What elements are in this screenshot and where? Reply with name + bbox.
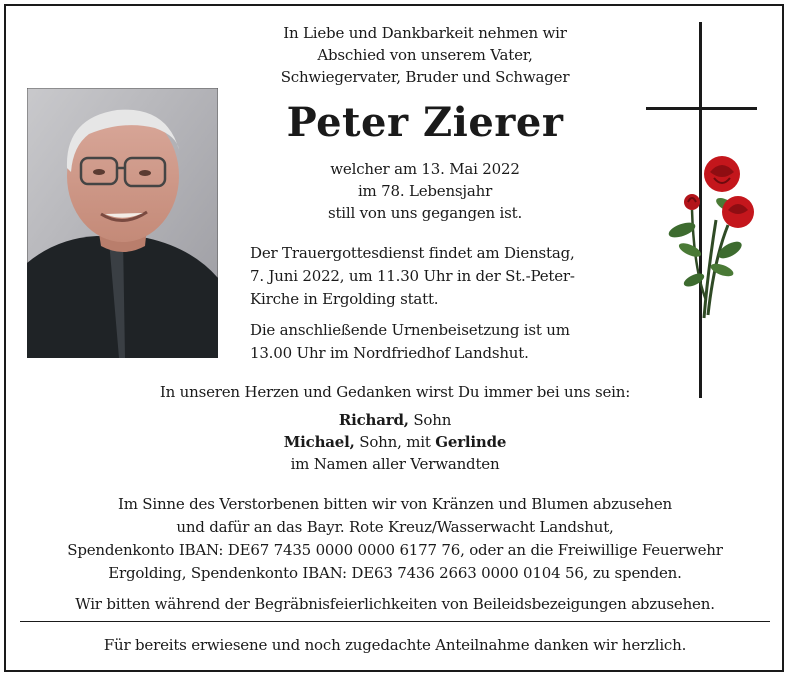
thanks-line: Für bereits erwiesene und noch zugedachte Anteilnahme danken wir herzlich. bbox=[103, 636, 687, 654]
mourner-relatives: im Namen aller Verwandten bbox=[290, 455, 500, 473]
mourner-name: Gerlinde bbox=[435, 433, 507, 451]
mourner-name: Richard, bbox=[338, 411, 409, 429]
cross-icon-bar bbox=[646, 107, 757, 110]
burial-line: Die anschließende Urnenbeisetzung ist um bbox=[250, 321, 570, 339]
portrait-photo bbox=[27, 88, 218, 358]
service-line: Der Trauergottesdienst findet am Dienstag, bbox=[250, 244, 575, 262]
condolence-note: Wir bitten während der Begräbnisfeierlichkeiten von Beileidsbezeigungen abzusehen. bbox=[75, 595, 715, 613]
service-line: Kirche in Ergolding statt. bbox=[250, 290, 439, 308]
mourner-richard bbox=[0, 409, 790, 431]
donation-line: und dafür an das Bayr. Rote Kreuz/Wasserwacht Landshut, bbox=[176, 518, 614, 536]
death-line: still von uns gegangen ist. bbox=[327, 204, 523, 222]
mourner-name: Michael, bbox=[283, 433, 355, 451]
divider bbox=[20, 621, 770, 622]
death-line: im 78. Lebensjahr bbox=[357, 182, 493, 200]
donation-line: Ergolding, Spendenkonto IBAN: DE63 7436 2663 0000 0104 56, zu spenden. bbox=[108, 564, 682, 582]
death-line: welcher am 13. Mai 2022 bbox=[330, 160, 520, 178]
mourner-relation: Sohn, mit bbox=[354, 433, 436, 451]
mourner-relation: Sohn bbox=[408, 411, 452, 429]
burial-line: 13.00 Uhr im Nordfriedhof Landshut. bbox=[250, 344, 529, 362]
deceased-name: Peter Zierer bbox=[286, 99, 564, 146]
motto: In unseren Herzen und Gedanken wirst Du immer bei uns sein: bbox=[159, 383, 631, 401]
intro-line: In Liebe und Dankbarkeit nehmen wir bbox=[283, 24, 567, 42]
intro-line: Abschied von unserem Vater, bbox=[317, 46, 533, 64]
donation-line: Im Sinne des Verstorbenen bitten wir von Kränzen und Blumen abzusehen bbox=[117, 495, 673, 513]
mourner-michael bbox=[0, 431, 790, 453]
service-line: 7. Juni 2022, um 11.30 Uhr in der St.-Peter- bbox=[250, 267, 575, 285]
donation-line: Spendenkonto IBAN: DE67 7435 0000 0000 6177 76, oder an die Freiwillige Feuerwehr bbox=[67, 541, 723, 559]
intro-line: Schwiegervater, Bruder und Schwager bbox=[280, 68, 570, 86]
roses-icon bbox=[664, 150, 760, 325]
